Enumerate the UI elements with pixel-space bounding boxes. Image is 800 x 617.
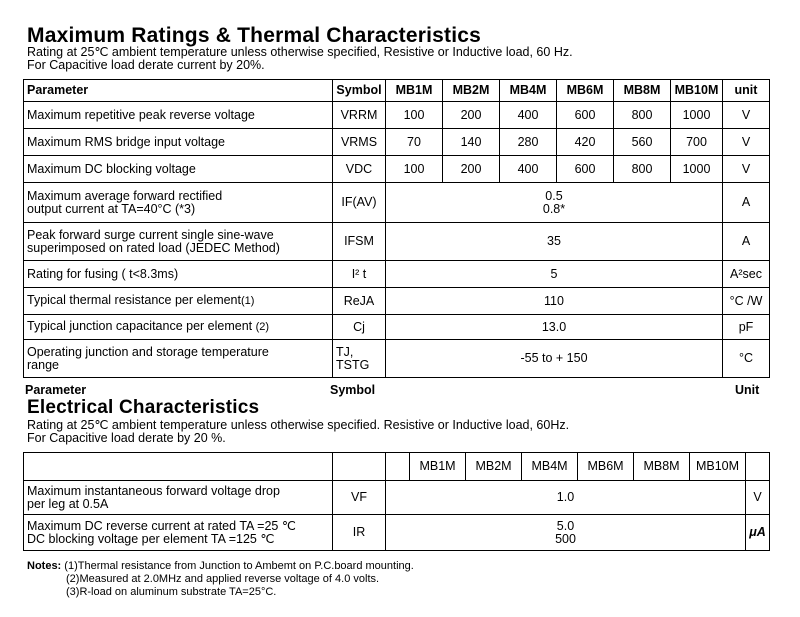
row-symbol: VDC <box>333 156 386 183</box>
row-value-line: 0.5 <box>545 188 563 203</box>
row-parameter-line: Maximum DC reverse current at rated TA =25 ℃ <box>27 518 296 533</box>
row-symbol: VRRM <box>333 102 386 129</box>
electrical-title: Electrical Characteristics <box>27 397 260 418</box>
row-symbol: IF(AV) <box>333 183 386 223</box>
row-parameter-line: superimposed on rated load (JEDEC Method) <box>27 240 280 255</box>
row-unit: °C <box>723 340 770 378</box>
header-model: MB2M <box>443 80 500 102</box>
electrical-header-row <box>24 453 770 481</box>
row-unit: °C /W <box>723 288 770 315</box>
row-symbol: IR <box>333 515 386 551</box>
row-parameter-line: Peak forward surge current single sine-wave <box>27 227 274 242</box>
header-symbol: Symbol <box>333 80 386 102</box>
row-symbol-line: TSTG <box>336 357 370 372</box>
row-value: 200 <box>443 156 500 183</box>
note-item: (2)Measured at 2.0MHz and applied reverse voltage of 4.0 volts. <box>66 573 380 585</box>
ratings-header-row <box>24 80 770 102</box>
row-value: 420 <box>557 129 614 156</box>
row-value: 400 <box>500 102 557 129</box>
row-value: 1000 <box>671 156 723 183</box>
row-unit: A²sec <box>723 261 770 288</box>
row-value <box>386 515 746 551</box>
row-parameter <box>24 223 333 261</box>
row-value: 70 <box>386 129 443 156</box>
row-value: 800 <box>614 156 671 183</box>
row-value: 13.0 <box>386 315 723 340</box>
header-blank <box>746 453 770 481</box>
footer-symbol: Symbol <box>330 383 376 397</box>
header-parameter: Parameter <box>24 80 333 102</box>
row-value: 1000 <box>671 102 723 129</box>
header-model: MB6M <box>557 80 614 102</box>
header-blank <box>386 453 410 481</box>
row-parameter-line: output current at TA=40°C (*3) <box>27 201 196 216</box>
table-row <box>24 315 770 340</box>
note-line <box>27 560 414 573</box>
row-value: 800 <box>614 102 671 129</box>
row-symbol <box>333 340 386 378</box>
ratings-subtitle-1: Rating at 25℃ ambient temperature unless otherwise specified, Resistive or Inductive load, 60 Hz. <box>27 45 573 59</box>
row-value: 200 <box>443 102 500 129</box>
row-symbol: Cj <box>333 315 386 340</box>
table-row <box>24 261 770 288</box>
row-parameter <box>24 183 333 223</box>
row-parameter-text: Typical junction capacitance per element <box>27 319 253 333</box>
row-value: 560 <box>614 129 671 156</box>
row-parameter-line: range <box>27 357 59 372</box>
row-parameter: Maximum DC blocking voltage <box>24 156 333 183</box>
row-value: 700 <box>671 129 723 156</box>
table-row <box>24 340 770 378</box>
header-model: MB2M <box>466 453 522 481</box>
ratings-table <box>23 79 770 378</box>
header-model: MB8M <box>634 453 690 481</box>
row-value: 1.0 <box>386 481 746 515</box>
footer-parameter: Parameter <box>25 383 87 397</box>
header-model: MB8M <box>614 80 671 102</box>
table-row <box>24 223 770 261</box>
row-value: 100 <box>386 102 443 129</box>
row-value: -55 to + 150 <box>386 340 723 378</box>
row-parameter <box>24 288 333 315</box>
row-parameter <box>24 315 333 340</box>
row-unit: V <box>746 481 770 515</box>
table-row <box>24 129 770 156</box>
row-value: 140 <box>443 129 500 156</box>
electrical-subtitle-2: For Capacitive load derate by 20 %. <box>27 431 226 445</box>
electrical-subtitle-1: Rating at 25℃ ambient temperature unless otherwise specified. Resistive or Inductive load, 60Hz. <box>27 418 570 432</box>
row-parameter-line: Maximum average forward rectified <box>27 188 223 203</box>
table-row <box>24 481 770 515</box>
row-value: 280 <box>500 129 557 156</box>
table-row <box>24 515 770 551</box>
table-row <box>24 183 770 223</box>
row-symbol-line: TJ, <box>336 344 354 359</box>
table-row <box>24 156 770 183</box>
row-parameter: Maximum RMS bridge input voltage <box>24 129 333 156</box>
row-symbol: VRMS <box>333 129 386 156</box>
row-symbol: I² t <box>333 261 386 288</box>
header-model: MB10M <box>671 80 723 102</box>
row-value-line: 500 <box>555 531 576 546</box>
header-model: MB6M <box>578 453 634 481</box>
row-unit: V <box>723 102 770 129</box>
row-symbol: IFSM <box>333 223 386 261</box>
row-unit: μA <box>746 515 770 551</box>
row-parameter-line: per leg at 0.5A <box>27 496 109 511</box>
row-value: 600 <box>557 102 614 129</box>
note-item: (3)R-load on aluminum substrate TA=25°C. <box>66 586 277 598</box>
row-parameter: Rating for fusing ( t<8.3ms) <box>24 261 333 288</box>
row-symbol: VF <box>333 481 386 515</box>
row-value: 110 <box>386 288 723 315</box>
row-parameter-line: DC blocking voltage per element TA =125 ℃ <box>27 531 275 546</box>
footer-unit: Unit <box>735 383 760 397</box>
row-parameter <box>24 515 333 551</box>
row-value: 100 <box>386 156 443 183</box>
ratings-subtitle-2: For Capacitive load derate current by 20%. <box>27 58 265 72</box>
note-reference: (1) <box>240 295 255 307</box>
row-parameter-line: Operating junction and storage temperature <box>27 344 269 359</box>
row-value: 400 <box>500 156 557 183</box>
header-model: MB4M <box>500 80 557 102</box>
row-value: 35 <box>386 223 723 261</box>
note-reference: (2) <box>255 321 270 333</box>
table-row <box>24 102 770 129</box>
row-value-line: 5.0 <box>556 518 575 533</box>
ratings-title: Maximum Ratings & Thermal Characteristics <box>27 24 482 47</box>
row-unit: V <box>723 129 770 156</box>
row-parameter <box>24 340 333 378</box>
row-unit: A <box>723 223 770 261</box>
notes-label: Notes: <box>27 560 62 572</box>
row-value: 600 <box>557 156 614 183</box>
header-model: MB4M <box>522 453 578 481</box>
header-blank <box>333 453 386 481</box>
header-model: MB1M <box>386 80 443 102</box>
row-value <box>386 183 723 223</box>
header-unit: unit <box>723 80 770 102</box>
electrical-table <box>23 452 770 551</box>
row-value-line: 0.8* <box>542 201 566 216</box>
header-model: MB1M <box>410 453 466 481</box>
row-parameter-text: Typical thermal resistance per element <box>27 293 241 307</box>
table-row <box>24 288 770 315</box>
row-parameter: Maximum repetitive peak reverse voltage <box>24 102 333 129</box>
row-value: 5 <box>386 261 723 288</box>
row-parameter-line: Maximum instantaneous forward voltage drop <box>27 483 280 498</box>
notes <box>27 560 414 599</box>
row-unit: pF <box>723 315 770 340</box>
row-parameter <box>24 481 333 515</box>
header-model: MB10M <box>690 453 746 481</box>
note-item: (1)Thermal resistance from Junction to Ambemt on P.C.board mounting. <box>64 560 414 572</box>
row-unit: A <box>723 183 770 223</box>
header-blank <box>24 453 333 481</box>
row-unit: V <box>723 156 770 183</box>
row-symbol: ReJA <box>333 288 386 315</box>
